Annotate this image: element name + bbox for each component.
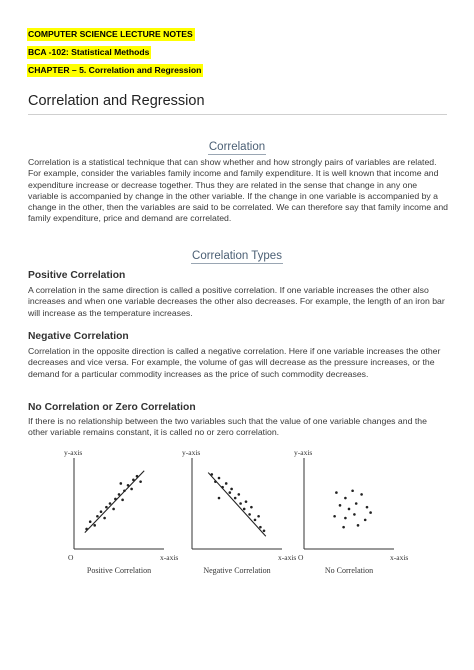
data-point — [136, 475, 139, 478]
data-point — [250, 506, 253, 509]
data-point — [114, 498, 117, 501]
correlation-types-heading-text: Correlation Types — [192, 250, 282, 262]
chart-title: Positive Correlation — [86, 566, 152, 575]
data-point — [369, 511, 372, 514]
y-axis-label: y-axis — [182, 448, 201, 457]
correlation-heading — [0, 141, 474, 155]
data-point — [239, 502, 242, 505]
trend-line — [208, 473, 266, 537]
data-point — [248, 513, 251, 516]
header-chapter-label: CHAPTER – 5. Correlation and Regression — [28, 65, 202, 75]
header-course-label: COMPUTER SCIENCE LECTURE NOTES — [28, 29, 193, 39]
data-point — [243, 508, 246, 511]
data-point — [225, 482, 228, 485]
origin-label: O — [68, 553, 74, 562]
chart-title: No Correlation — [324, 566, 374, 575]
data-point — [89, 520, 92, 523]
data-point — [103, 517, 106, 520]
data-point — [348, 508, 351, 511]
data-point — [257, 515, 260, 518]
data-point — [355, 502, 358, 505]
data-point — [96, 515, 99, 518]
data-point — [254, 519, 257, 522]
trend-line — [85, 471, 144, 533]
data-point — [364, 519, 367, 522]
zero-correlation-title: No Correlation or Zero Correlation — [28, 402, 196, 413]
no-correlation-chart — [290, 446, 418, 574]
zero-correlation-paragraph: If there is no relationship between the two variables such that the value of one variable changes and the other variable remains constant, it is called no or zero correlation. — [28, 416, 427, 438]
data-point — [344, 517, 347, 520]
data-point — [100, 510, 103, 513]
data-point — [259, 526, 262, 529]
y-axis-label: y-axis — [64, 448, 83, 457]
page-title: Correlation and Regression — [28, 93, 205, 109]
title-divider — [28, 114, 447, 115]
negative-correlation-chart — [178, 446, 306, 574]
data-point — [335, 491, 338, 494]
data-point — [245, 500, 248, 503]
data-point — [85, 528, 88, 531]
positive-correlation-paragraph: A correlation in the same direction is called a positive correlation. If one variable increases the other also increases and when one variable decreases the other also decreases. For example, the length of an iron bar will increase as the temperature increases. — [28, 285, 445, 318]
data-point — [333, 515, 336, 518]
data-point — [132, 479, 135, 482]
data-point — [218, 497, 221, 500]
chart-title: Negative Correlation — [203, 566, 271, 575]
data-point — [366, 506, 369, 509]
data-point — [360, 493, 363, 496]
data-point — [357, 524, 360, 527]
data-point — [139, 480, 142, 483]
data-point — [230, 488, 233, 491]
data-point — [342, 526, 345, 529]
data-point — [121, 499, 124, 502]
data-point — [211, 473, 214, 476]
data-point — [112, 508, 115, 511]
data-point — [238, 493, 241, 496]
data-point — [229, 491, 232, 494]
header-subject-label: BCA -102: Statistical Methods — [28, 47, 150, 57]
data-point — [353, 513, 356, 516]
data-point — [105, 506, 108, 509]
positive-correlation-title: Positive Correlation — [28, 270, 126, 281]
data-point — [118, 493, 121, 496]
data-point — [93, 524, 96, 527]
data-point — [221, 486, 224, 489]
data-point — [120, 482, 123, 485]
negative-correlation-title: Negative Correlation — [28, 331, 129, 342]
data-point — [214, 480, 217, 483]
data-point — [351, 489, 354, 492]
data-point — [127, 484, 130, 487]
data-point — [234, 497, 237, 500]
x-axis-label: x-axis — [160, 553, 179, 562]
data-point — [123, 489, 126, 492]
x-axis-label: x-axis — [278, 553, 297, 562]
data-point — [263, 530, 266, 533]
x-axis-label: x-axis — [390, 553, 409, 562]
data-point — [130, 488, 133, 491]
data-point — [109, 502, 112, 505]
correlation-heading-text: Correlation — [208, 141, 266, 153]
y-axis-label: y-axis — [294, 448, 313, 457]
correlation-paragraph: Correlation is a statistical technique that can show whether and how strongly pairs of variables are related. For example, consider the variables family income and family expenditure. It is well known that income and expenditure increase or decrease together. Thus they are related in the sense that change in any one variable is accompanied by change in the other variable. If the change in one variable is accompanied by a change in the other, then the variables are said to be correlated. We can therefore say that family income and family expenditure, price and demand are correlated. — [28, 157, 448, 224]
positive-correlation-chart — [60, 446, 188, 574]
negative-correlation-paragraph: Correlation in the opposite direction is called a negative correlation. Here if one variable increases the other decreases and vice versa. For example, the volume of gas will decrease as the pressure increases, or the demand for a particular commodity increases as the price of such commodity decreases. — [28, 346, 441, 379]
correlation-types-heading — [0, 250, 474, 264]
data-point — [339, 504, 342, 507]
data-point — [344, 497, 347, 500]
origin-label: O — [298, 553, 304, 562]
data-point — [218, 477, 221, 480]
